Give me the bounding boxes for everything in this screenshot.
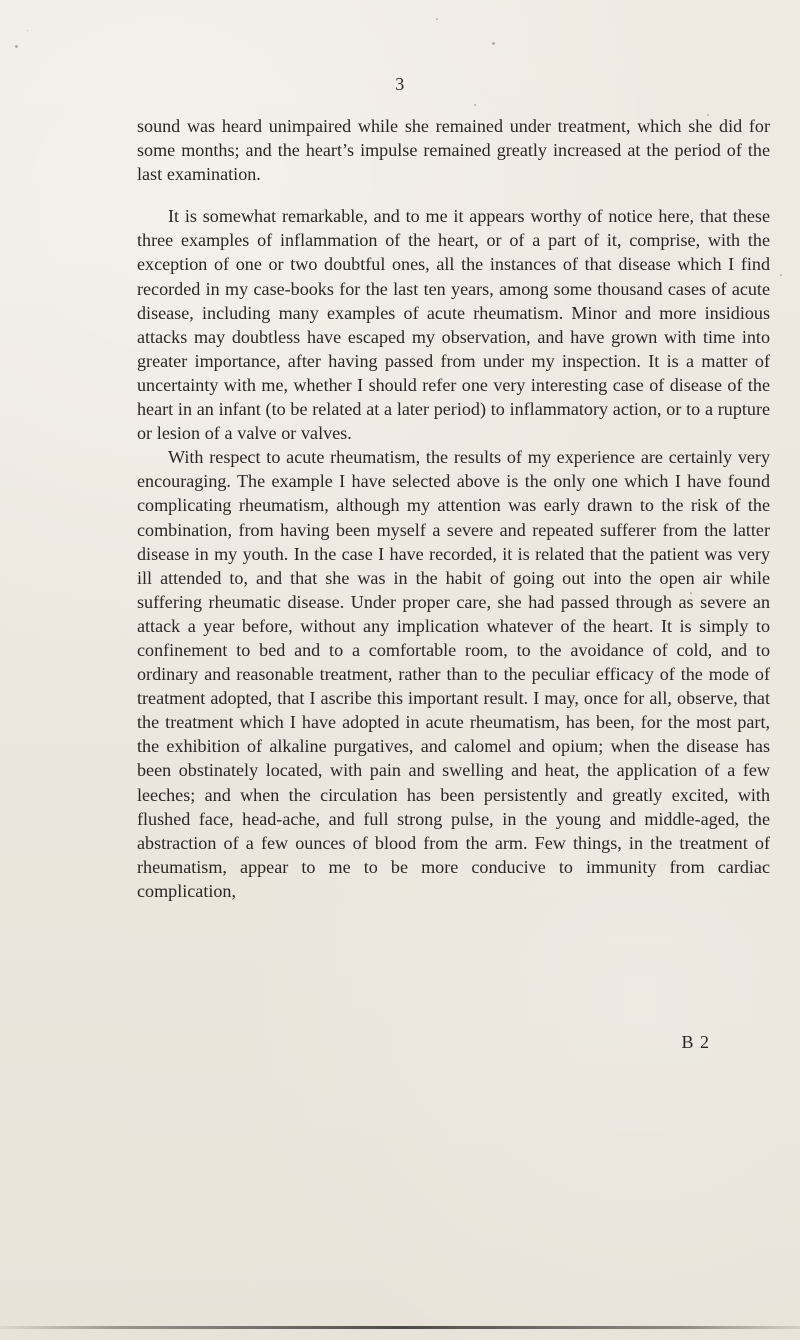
signature-mark: B 2 [681,1032,710,1052]
paragraph-3: With respect to acute rheumatism, the results of my experience are certainly very encouraging. The example I have selected above is the only one which I have found complicating rheumatism, although my attention was early drawn to the risk of the combination, from having been myself a severe and repeated sufferer from the latter disease in my youth. In the case I have recorded, it is related that the patient was very ill attended to, and that she was in the habit of going out into the open air while suffering rheumatic disease. Under proper care, she had passed through as severe an attack a year before, without any implication whatever of the heart. It is simply to confinement to bed and to a comfortable room, to the avoidance of cold, and to ordinary and reasonable treatment, rather than to the peculiar efficacy of the mode of treatment adopted, that I ascribe this important result. I may, once for all, observe, that the treatment which I have adopted in acute rheumatism, has been, for the most part, the exhibition of alkaline purgatives, and calomel and opium; when the disease has been obstinately located, with pain and swelling and heat, the application of a few leeches; and when the circulation has been persistently and greatly excited, with flushed face, head-ache, and full strong pulse, in the young and middle-aged, the abstraction of a few ounces of blood from the arm. Few things, in the treatment of rheumatism, appear to me to be more conducive to immunity from cardiac complication, [137,447,770,901]
page-number: 3 [395,74,405,94]
paper-speck [492,42,495,45]
paper-speck [27,30,28,31]
paper-speck [436,18,438,20]
paragraph-2: It is somewhat remarkable, and to me it appears worthy of notice here, that these three examples of inflammation of the heart, or of a part of it, comprise, with the exception of one or two doubtful ones, all the instances of that disease which I find recorded in my case-books for the last ten years, among some thousand cases of acute disease, including many examples of acute rheumatism. Minor and more insidious attacks may doubtless have escaped my observation, and have grown with time into greater importance, after having passed from under my inspection. It is a matter of uncertainty with me, whether I should refer one very interesting case of disease of the heart in an infant (to be related at a later period) to inflammatory action, or to a rupture or lesion of a valve or valves. [137,206,770,444]
paragraph-1: sound was heard unimpaired while she remained under treatment, which she did for some months; and the heart’s impulse remained greatly increased at the period of the last examination. [137,116,770,185]
paper-speck [15,45,18,48]
paper-speck [474,104,476,106]
paper-speck [780,274,782,276]
page-body [137,114,770,903]
bottom-edge-rule [0,1326,800,1329]
